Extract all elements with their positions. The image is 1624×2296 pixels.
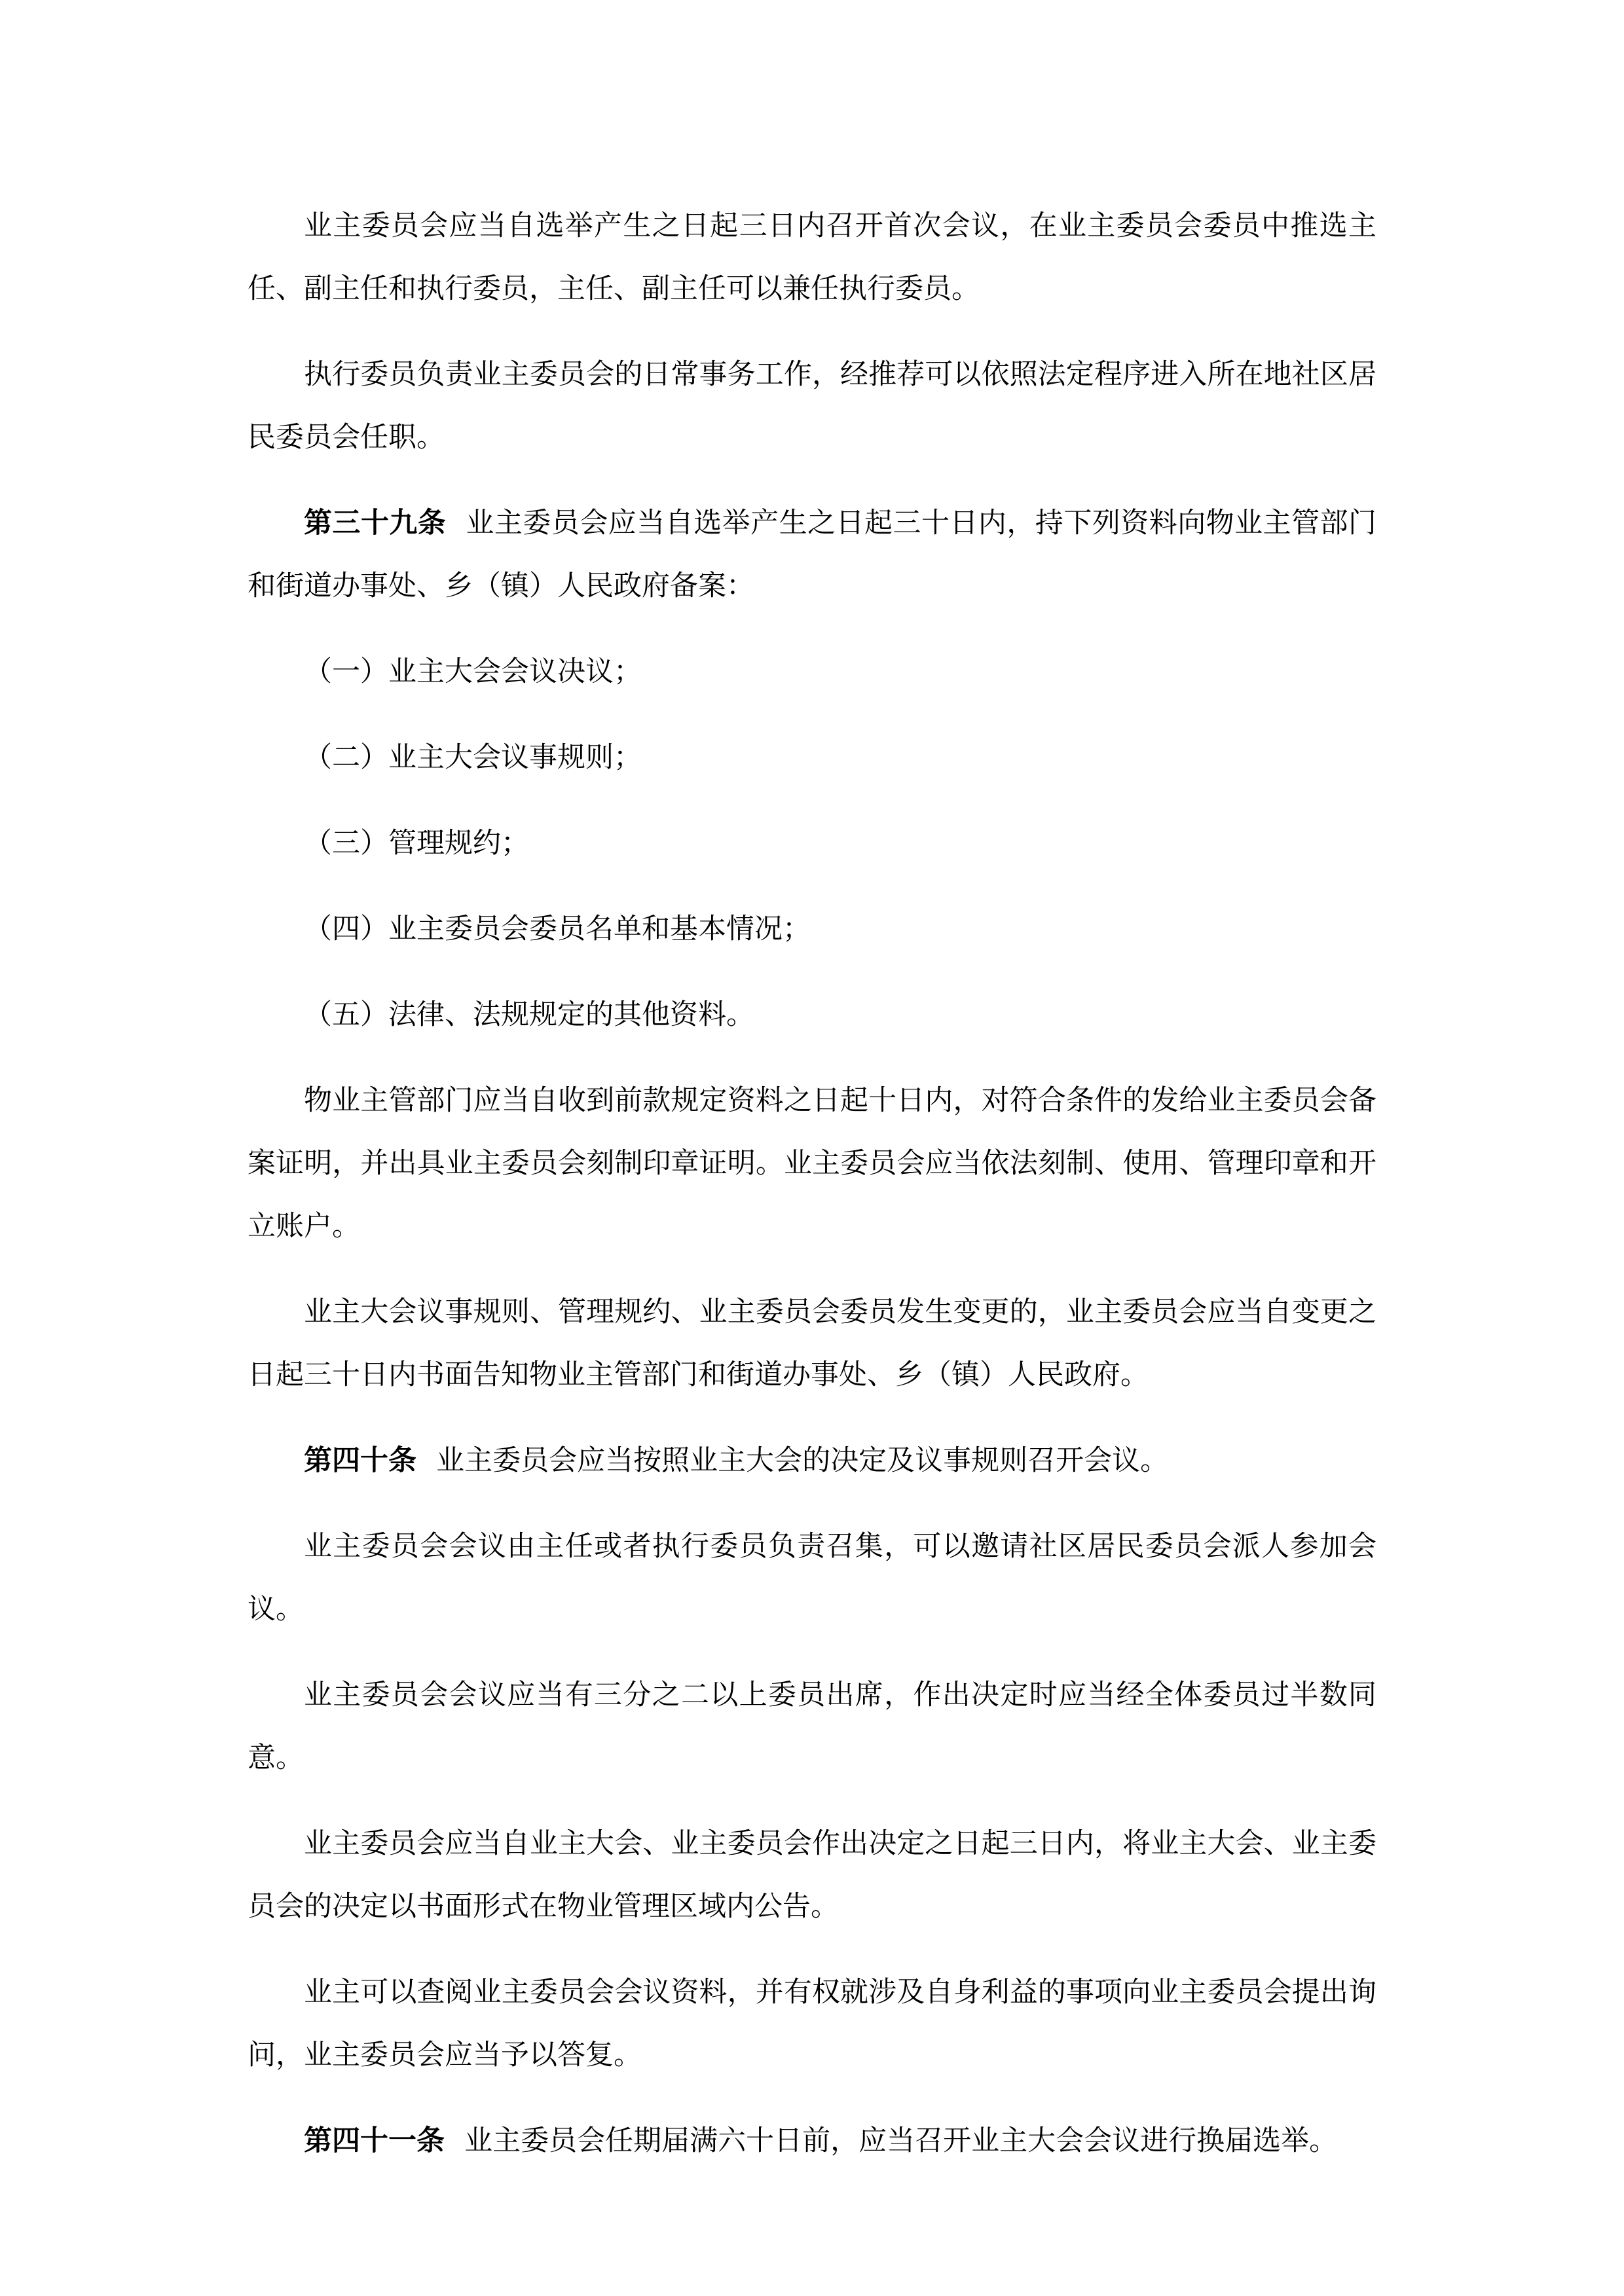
paragraph-executive-duties [248,344,1376,469]
paragraph-text: 业主可以查阅业主委员会会议资料，并有权就涉及自身利益的事项向业主委员会提出询问，业主委员会应当予以答复。 [248,1977,1376,2071]
paragraph-text: （四）业主委员会委员名单和基本情况； [304,914,811,945]
paragraph-owner-inquiry [248,1961,1376,2087]
article-number: 第四十条 [304,1446,416,1476]
paragraph-first-meeting [248,195,1376,321]
list-item-3 [248,812,1376,875]
paragraph-text: （二）业主大会议事规则； [304,742,642,773]
paragraph-text: （一）业主大会会议决议； [304,657,642,687]
paragraph-text: （五）法律、法规规定的其他资料。 [304,1000,754,1030]
list-item-4 [248,898,1376,961]
paragraph-text: 业主委员会任期届满六十日前，应当召开业主大会会议进行换届选举。 [464,2126,1338,2157]
paragraph-text: 业主大会议事规则、管理规约、业主委员会委员发生变更的，业主委员会应当自变更之日起三十日内书面告知物业主管部门和街道办事处、乡（镇）人民政府。 [248,1297,1376,1391]
paragraph-article-39 [248,492,1376,618]
paragraph-text: 业主委员会应当按照业主大会的决定及议事规则召开会议。 [436,1446,1169,1476]
paragraph-meeting-convening [248,1516,1376,1641]
paragraph-article-40 [248,1430,1376,1493]
paragraph-change-notification [248,1281,1376,1407]
list-item-1 [248,641,1376,704]
paragraph-text: 业主委员会应当自选举产生之日起三十日内，持下列资料向物业主管部门和街道办事处、乡（镇）人民政府备案： [248,508,1377,602]
paragraph-text: 执行委员负责业主委员会的日常事务工作，经推荐可以依照法定程序进入所在地社区居民委员会任职。 [248,359,1376,453]
paragraph-text: 物业主管部门应当自收到前款规定资料之日起十日内，对符合条件的发给业主委员会备案证明，并出具业主委员会刻制印章证明。业主委员会应当依法刻制、使用、管理印章和开立账户。 [248,1085,1376,1242]
article-number: 第四十一条 [304,2126,445,2157]
paragraph-decision-announcement [248,1813,1376,1939]
paragraph-filing-certificate [248,1070,1376,1258]
paragraph-meeting-quorum [248,1664,1376,1790]
paragraph-text: 业主委员会应当自业主大会、业主委员会作出决定之日起三日内，将业主大会、业主委员会的决定以书面形式在物业管理区域内公告。 [248,1829,1376,1922]
paragraph-text: 业主委员会应当自选举产生之日起三日内召开首次会议，在业主委员会委员中推选主任、副主任和执行委员，主任、副主任可以兼任执行委员。 [248,211,1376,304]
list-item-5 [248,984,1376,1047]
paragraph-text: 业主委员会会议由主任或者执行委员负责召集，可以邀请社区居民委员会派人参加会议。 [248,1531,1376,1625]
list-item-2 [248,727,1376,790]
paragraph-text: 业主委员会会议应当有三分之二以上委员出席，作出决定时应当经全体委员过半数同意。 [248,1680,1376,1774]
article-number: 第三十九条 [304,508,447,539]
paragraph-article-41 [248,2110,1376,2173]
paragraph-text: （三）管理规约； [304,828,529,859]
